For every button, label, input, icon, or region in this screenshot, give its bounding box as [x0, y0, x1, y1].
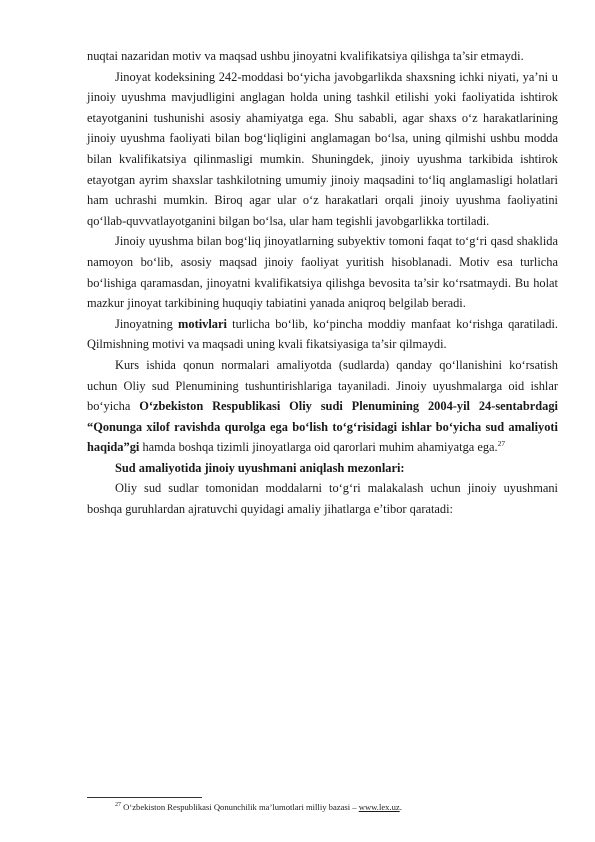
motives-bold-term: motivlari	[178, 316, 227, 331]
section-heading: Sud amaliyotida jinoiy uyushmani aniqlash mezonlari:	[115, 460, 405, 475]
footnote-link[interactable]: www.lex.uz	[358, 802, 400, 812]
paragraph-motives-end: turlicha bo‘lib, ko‘pincha moddiy manfaat ko‘rishga qaratiladi. Qilmishning motivi va maqsadi uning kvali fikatsiyasiga ta’sir qilmaydi.	[87, 316, 558, 352]
paragraph-article-242: Jinoyat kodeksining 242-moddasi bo‘yicha javobgarlikda shaxsning ichki niyati, ya’ni u jinoiy uyushma mavjudligini anglagan holda uning tashkil etilishi yoki faoliyatida ishtirok etayotganini tushunishi asosiy ahamiyatga ega. Shu sababli, agar shaxs o‘z harakatlarining jinoiy uyushma faoliyati bilan bog‘liqligini anglamagan bo‘lsa, uning qilmishi ushbu modda bilan kvalifikatsiya qilinmasligi mumkin. Shuningdek, jinoiy uyushma tarkibida ishtirok etayotgan ayrim shaxslar tashkilotning umumiy jinoiy maqsadini to‘liq anglamasligi holatlari ham uchrashi mumkin. Biroq agar ular o‘z harakatlari orqali jinoiy uyushma faoliyatini qo‘llab-quvvatlayotganini bilgan bo‘lsa, ular ham tegishli javobgarlikka tortiladi.	[87, 69, 558, 228]
plenum-resolution-title: O‘zbekiston Respublikasi Oliy sudi Plenumining 2004-yil 24-sentabrdagi “Qonunga xilof ravishda qurolga ega bo‘lish to‘g‘risidagi ishlar bo‘yicha sud amaliyoti haqida”gi	[87, 399, 558, 455]
footnote-divider	[87, 797, 202, 798]
paragraph-continuation: nuqtai nazaridan motiv va maqsad ushbu jinoyatni kvalifikatsiya qilishga ta’sir etmaydi.	[87, 49, 524, 63]
page-body	[87, 46, 558, 520]
paragraph-motives-start: Jinoyatning	[115, 316, 179, 331]
paragraph-subjective-side: Jinoiy uyushma bilan bog‘liq jinoyatlarning subyektiv tomoni faqat to‘g‘ri qasd shaklida namoyon bo‘lib, asosiy maqsad jinoiy faoliyat yuritish hisoblanadi. Motiv esa turlicha bo‘lishiga qaramasdan, jinoyatni kvalifikatsiya qilishga bevosita ta’sir ko‘rsatmaydi. Bu holat mazkur jinoyat tarkibining huquqiy tabiatini yanada aniqroq belgilab beradi.	[87, 234, 558, 311]
paragraph-plenum-start: Kurs ishida qonun normalari amaliyotda (sudlarda) qanday qo‘llanishini ko‘rsatish uchun Oliy sud Plenumining tushuntirishlariga tayaniladi. Jinoiy uyushmalarga oid ishlar bo‘yicha	[87, 357, 558, 414]
paragraph-plenum	[87, 355, 558, 458]
paragraph-motives	[87, 314, 558, 355]
paragraph-supreme-court: Oliy sud sudlar tomonidan moddalarni to‘g‘ri malakalash uchun jinoiy uyushmani boshqa guruhlardan ajratuvchi quyidagi amaliy jihatlarga e’tibor qaratadi:	[87, 481, 558, 517]
footnote-number: 27	[115, 802, 121, 809]
footnote-reference[interactable]: 27	[497, 439, 506, 449]
paragraph-plenum-end: hamda boshqa tizimli jinoyatlarga oid qarorlari muhim ahamiyatga ega.	[139, 440, 498, 455]
footnote-text: O‘zbekiston Respublikasi Qonunchilik ma’lumotlari milliy bazasi –	[121, 802, 359, 812]
footnote	[115, 801, 558, 813]
footnote-end: .	[399, 802, 402, 812]
